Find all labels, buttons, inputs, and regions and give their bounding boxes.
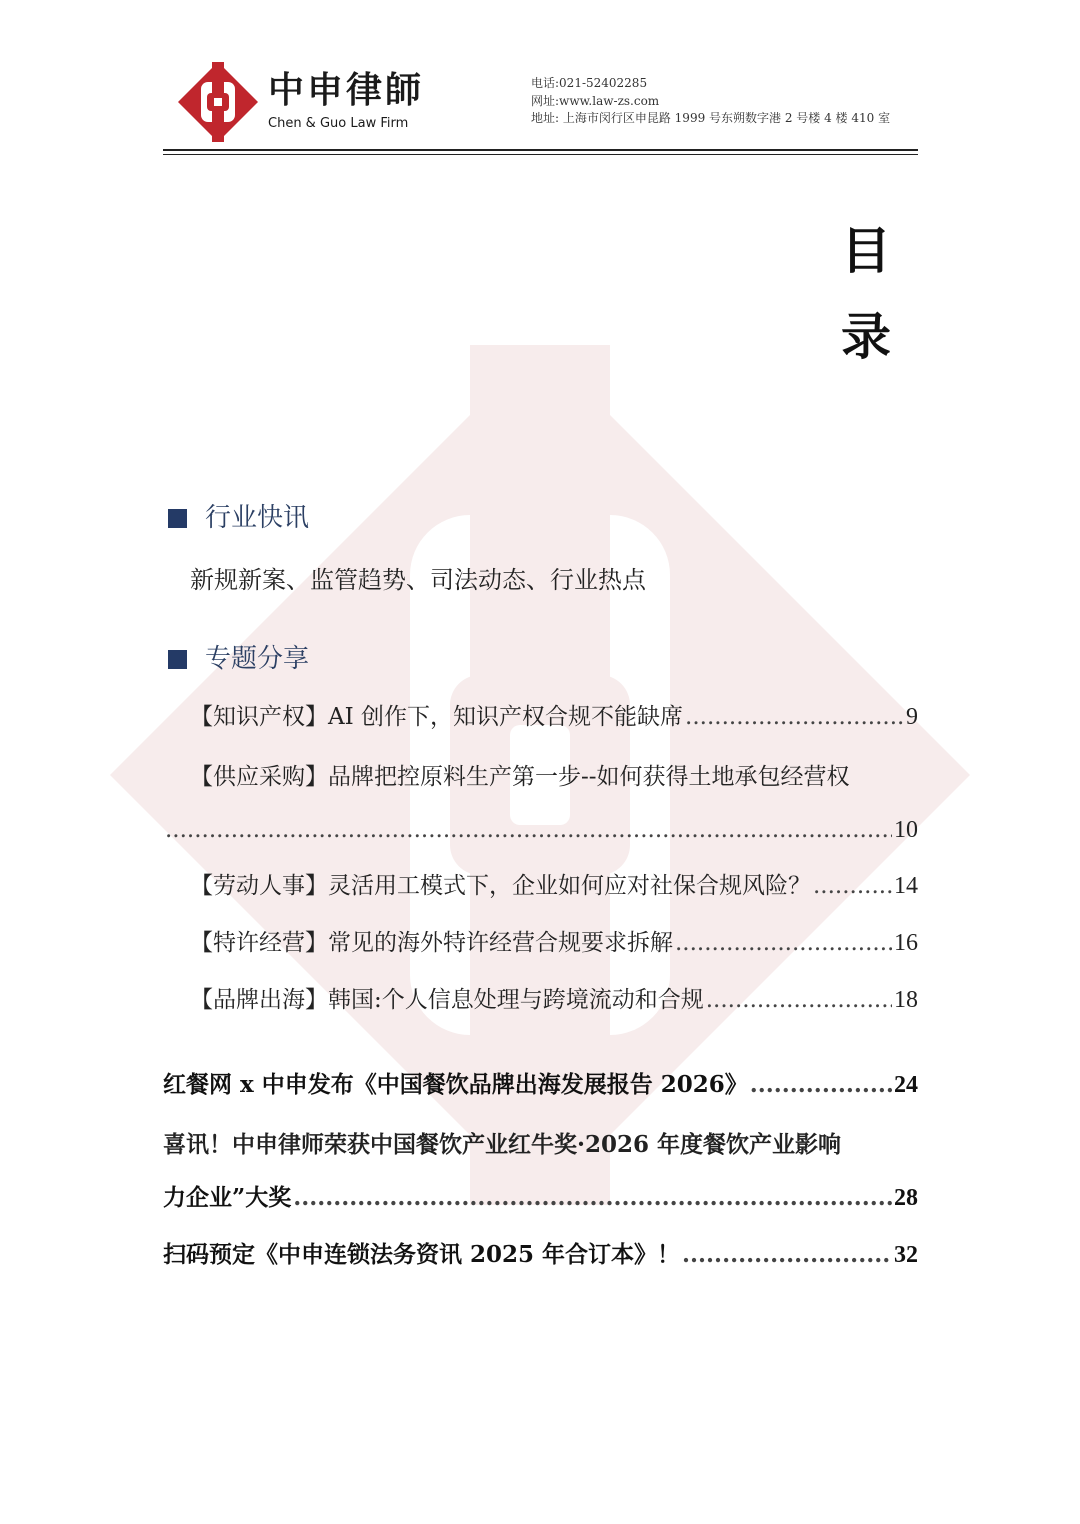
toc-entry-label: 红餐网 x 中申发布《中国餐饮品牌出海发展报告 2026》 (163, 1071, 748, 1098)
section-heading-label: 行业快讯 (205, 503, 310, 533)
toc-entry-brand-overseas[interactable] (190, 985, 918, 1015)
page-title-char-1: 目 (841, 222, 891, 280)
toc-entry-preorder[interactable] (163, 1240, 918, 1270)
toc-entry-label: 【知识产权】AI 创作下，知识产权合规不能缺席 (190, 704, 684, 730)
toc-page-number: 32 (894, 1242, 918, 1268)
toc-entry-label: 扫码预定《中申连锁法务资讯 2025 年合订本》！ (163, 1241, 681, 1268)
section-heading-label: 专题分享 (205, 644, 310, 674)
header-rule-thin (163, 154, 918, 155)
page-title-char-2: 录 (841, 308, 891, 366)
website-link[interactable]: 网址:www.law-zs.com (531, 93, 660, 108)
toc-entry-label: 【特许经营】常见的海外特许经营合规要求拆解 (190, 930, 673, 956)
toc-leader-dots (750, 1070, 892, 1100)
toc-entry-procurement-line1[interactable]: 【供应采购】品牌把控原料生产第一步--如何获得土地承包经营权 (190, 764, 850, 790)
toc-entry-franchise[interactable] (190, 928, 918, 958)
firm-name-en: Chen & Guo Law Firm (268, 116, 409, 131)
toc-page-number: 14 (894, 873, 918, 899)
toc-entry-label: 【劳动人事】灵活用工模式下，企业如何应对社保合规风险？ (190, 873, 811, 899)
header-rule-thick (163, 149, 918, 151)
firm-name-cn: 中申律師 (268, 69, 425, 111)
toc-entry-report[interactable] (163, 1070, 918, 1100)
toc-leader-dots (682, 1240, 892, 1270)
toc-page-number: 24 (894, 1072, 918, 1098)
toc-entry-ip[interactable] (190, 702, 918, 732)
toc-page-number: 16 (894, 930, 918, 956)
square-bullet-icon (168, 509, 187, 528)
address-text: 地址: 上海市闵行区申昆路 1999 号东朔数字港 2 号楼 4 楼 410 室 (531, 111, 891, 125)
toc-entry-procurement[interactable] (163, 815, 918, 845)
toc-entry-labor[interactable] (190, 871, 918, 901)
toc-leader-dots (675, 928, 892, 958)
phone-text: 电话:021-52402285 (531, 76, 648, 90)
contact-block (531, 75, 890, 128)
toc-entry-award[interactable] (163, 1183, 918, 1213)
toc-leader-dots (813, 871, 892, 901)
section-heading-topics (168, 646, 309, 672)
toc-entry-label: 【品牌出海】韩国:个人信息处理与跨境流动和合规 (190, 987, 704, 1013)
chen-guo-logo-icon (176, 60, 260, 144)
toc-leader-dots (706, 985, 892, 1015)
toc-page-number: 10 (894, 817, 918, 843)
toc-entry-award-line1[interactable]: 喜讯！中申律师荣获中国餐饮产业红牛奖·2026 年度餐饮产业影响 (163, 1131, 842, 1158)
toc-leader-dots (165, 815, 892, 845)
toc-entry-label: 力企业”大奖 (163, 1184, 292, 1211)
toc-page-number: 18 (894, 987, 918, 1013)
square-bullet-icon (168, 650, 187, 669)
toc-leader-dots (685, 702, 904, 732)
section-subtitle: 新规新案、监管趋势、司法动态、行业热点 (190, 566, 646, 594)
toc-page-number: 9 (906, 704, 918, 730)
toc-page-number: 28 (894, 1185, 918, 1211)
section-heading-industry-news (168, 505, 309, 531)
toc-leader-dots (293, 1183, 892, 1213)
